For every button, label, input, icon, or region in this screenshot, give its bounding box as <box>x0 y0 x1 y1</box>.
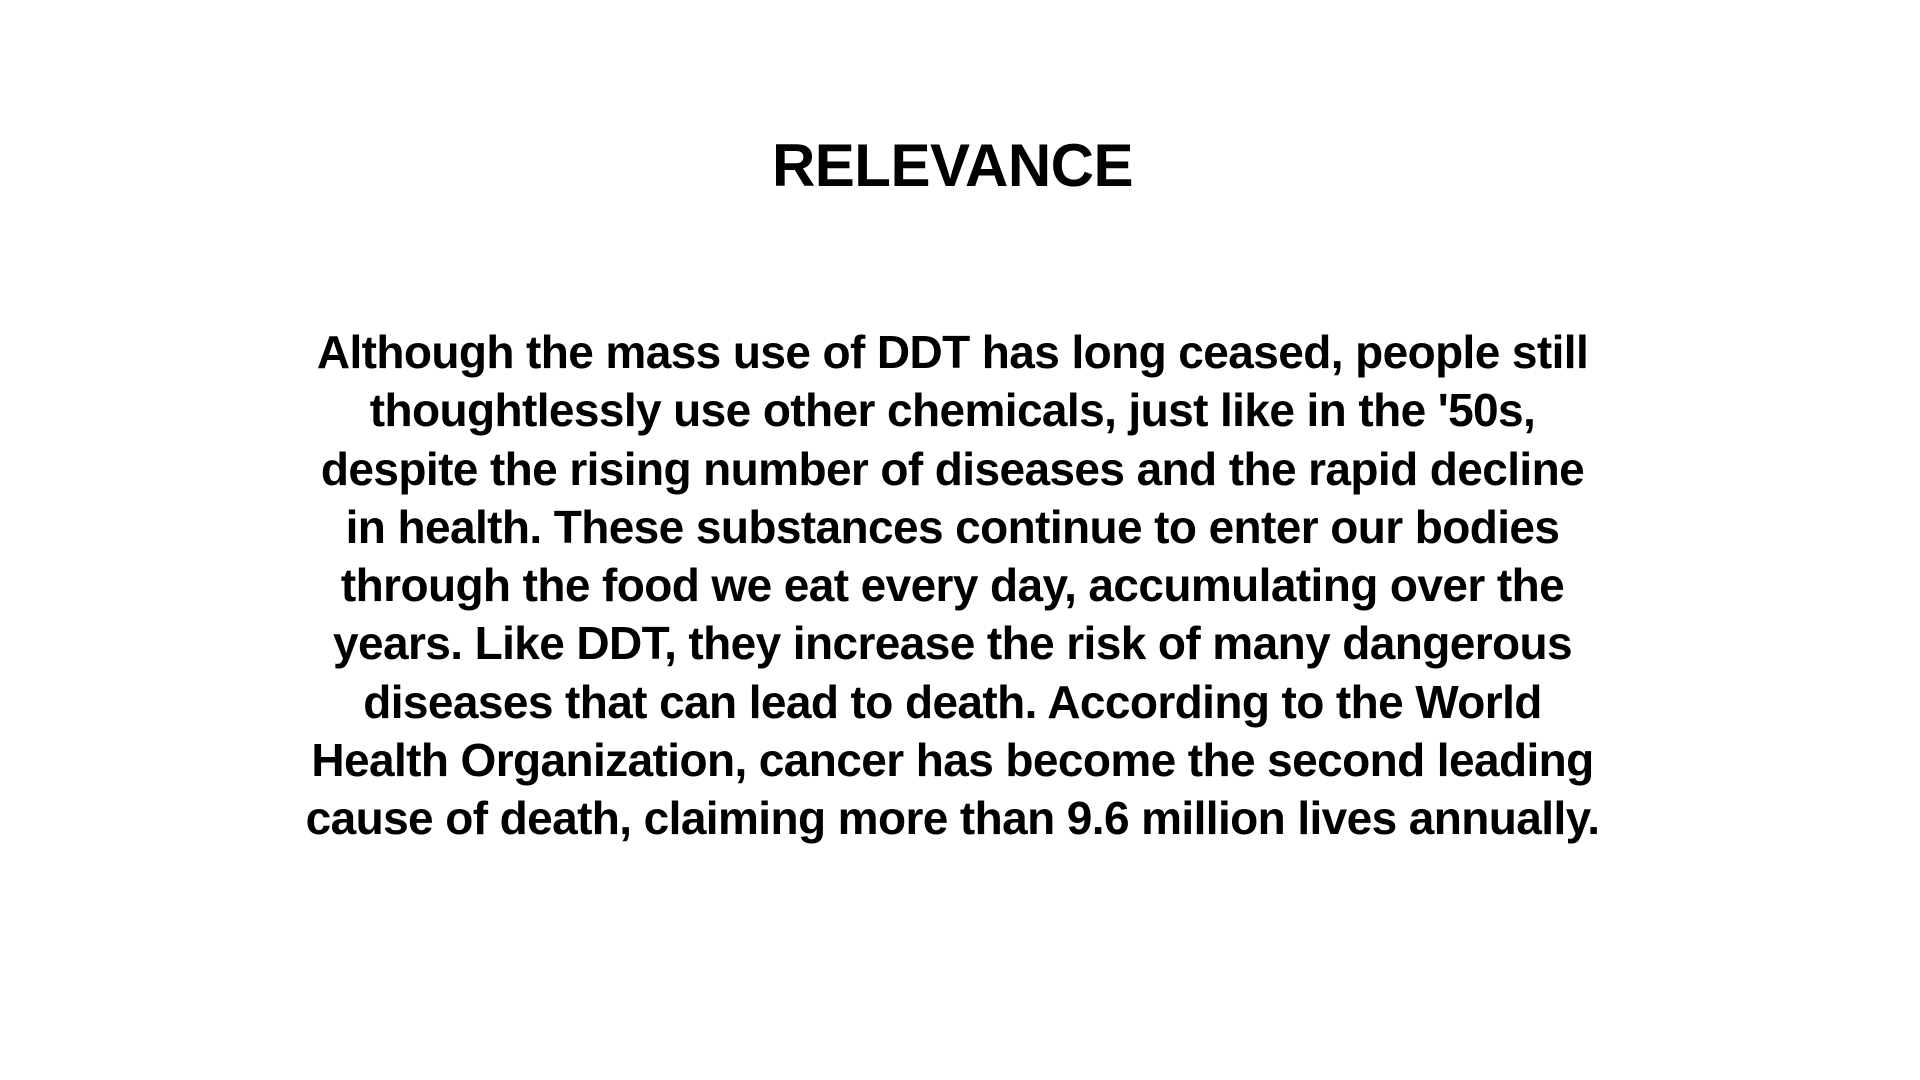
body-paragraph <box>260 323 1645 848</box>
body-line: thoughtlessly use other chemicals, just like in the '50s, <box>369 384 1536 437</box>
body-line: Although the mass use of DDT has long ceased, people still <box>316 326 1589 378</box>
body-line: despite the rising number of diseases and the rapid decline <box>320 442 1585 495</box>
body-line: through the food we eat every day, accumulating over the <box>340 559 1565 612</box>
body-line: years. Like DDT, they increase the risk of many dangerous <box>333 617 1572 670</box>
body-line: Health Organization, cancer has become the second leading <box>311 734 1594 787</box>
body-line: in health. These substances continue to enter our bodies <box>345 500 1560 553</box>
slide-title: RELEVANCE <box>771 132 1134 199</box>
body-line: cause of death, claiming more than 9.6 million lives annually. <box>305 792 1600 845</box>
body-line: diseases that can lead to death. According to the World <box>363 675 1542 728</box>
